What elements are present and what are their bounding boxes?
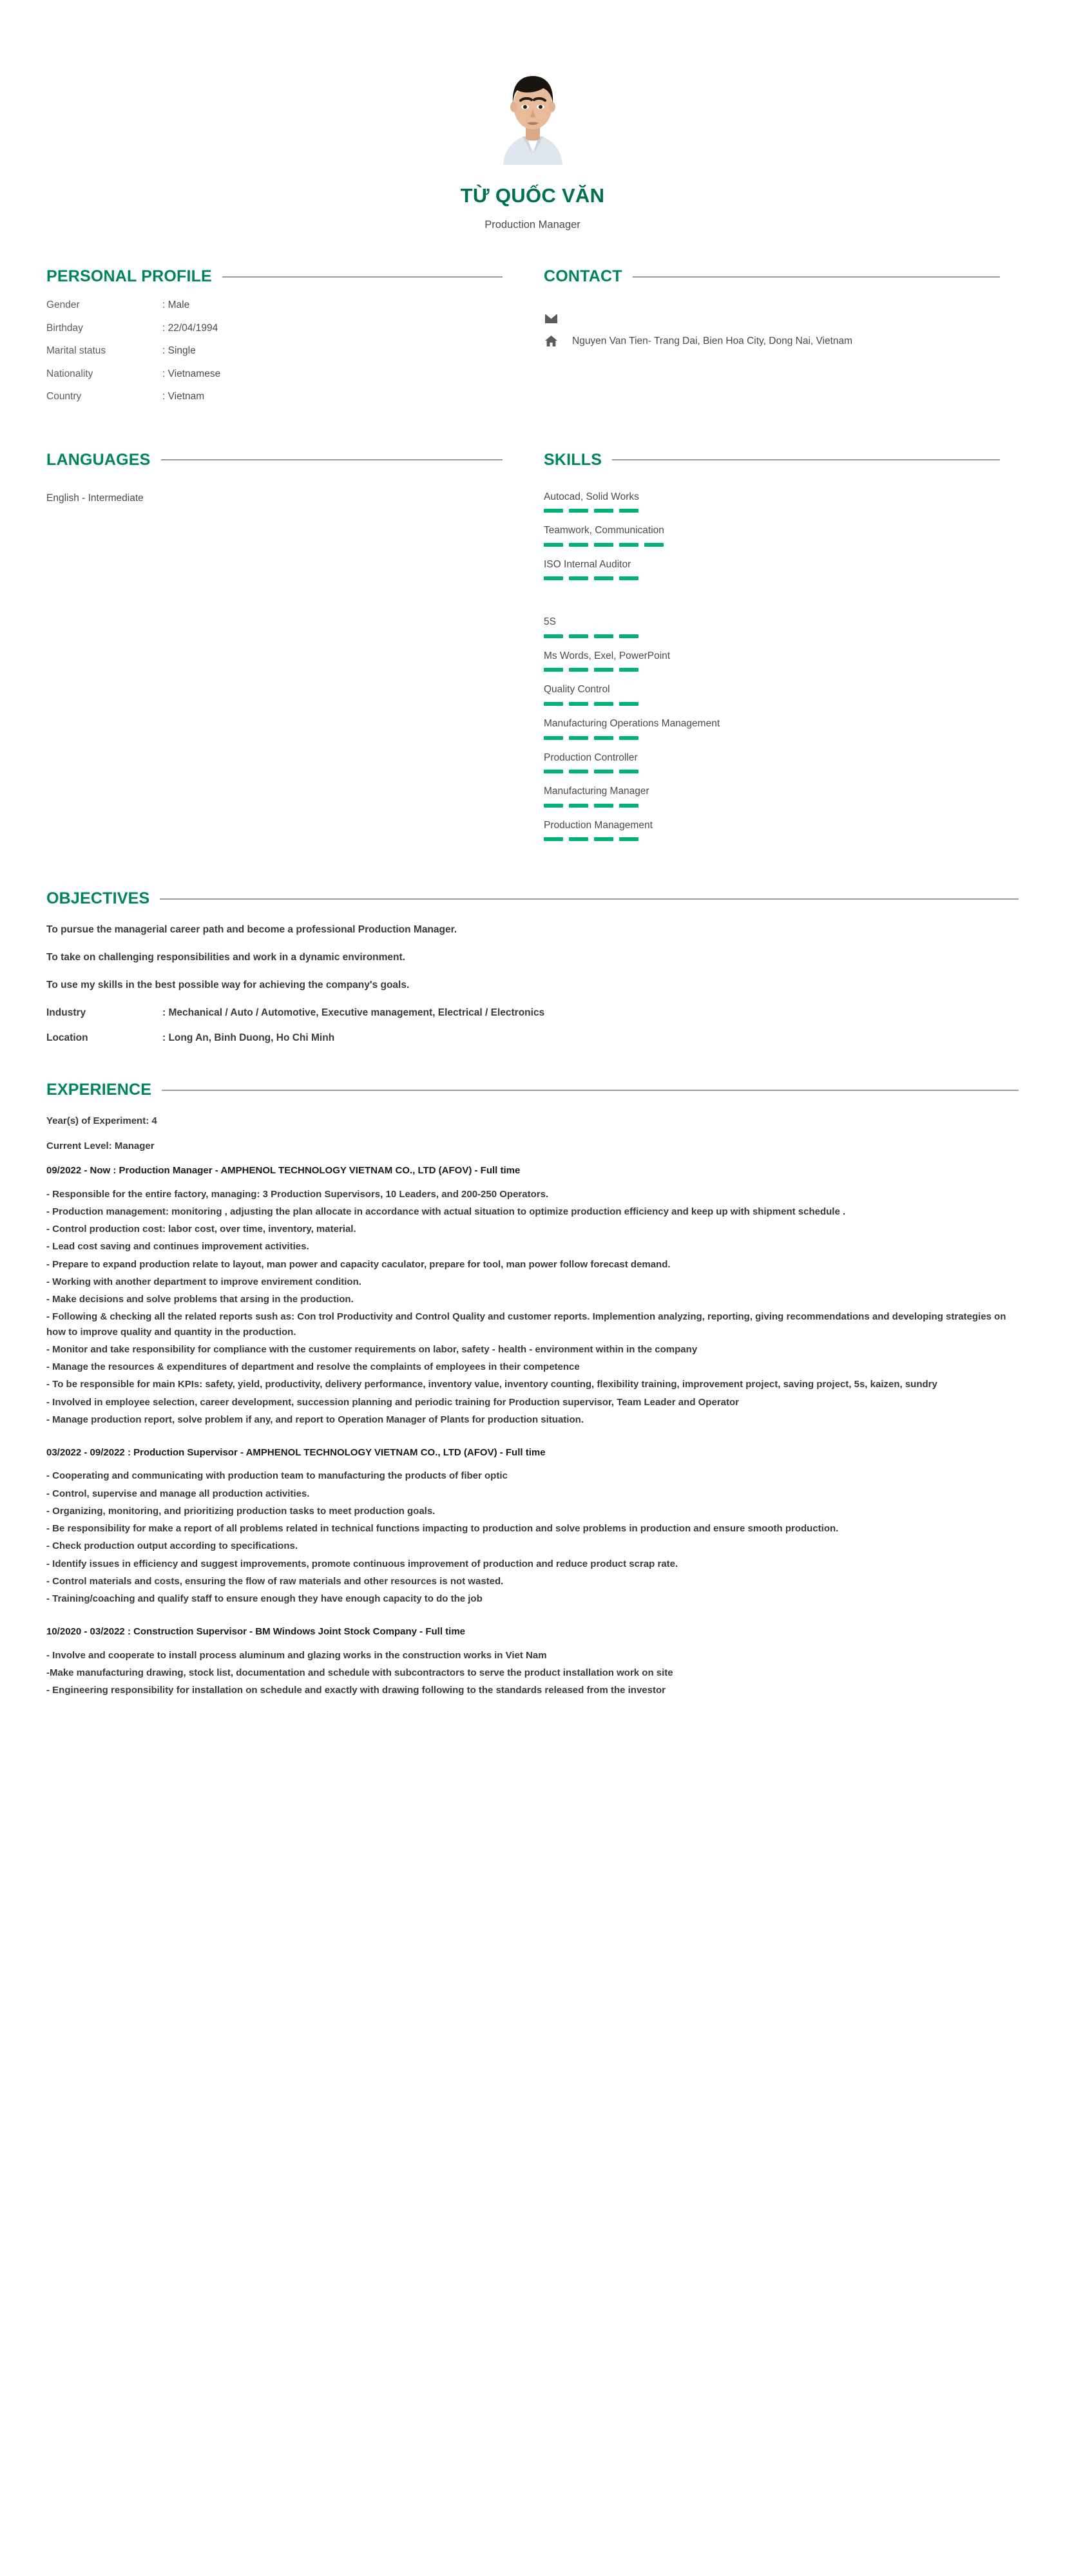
- skill-name: Autocad, Solid Works: [544, 491, 639, 502]
- experience-bullet: - Check production output according to specifications.: [46, 1540, 298, 1552]
- skill-rating-dash: [619, 804, 638, 808]
- section-title: SKILLS: [544, 450, 602, 469]
- experience-bullet: - Monitor and take responsibility for compliance with the customer requirements on labor, safety - health - environment within in the company: [46, 1343, 698, 1355]
- heading-divider: [162, 1090, 1019, 1091]
- profile-row: [46, 346, 503, 356]
- profile-value: : Single: [162, 345, 196, 356]
- years-of-experience: Year(s) of Experiment: 4: [46, 1115, 157, 1127]
- objective-line: To take on challenging responsibilities and work in a dynamic environment.: [46, 952, 405, 963]
- objective-line: To pursue the managerial career path and become a professional Production Manager.: [46, 924, 457, 936]
- experience-job: [46, 1164, 1019, 1427]
- experience-jobs-list: [46, 1164, 1019, 1698]
- experience-job: [46, 1625, 1019, 1698]
- skill-item: [544, 684, 1000, 706]
- contact-section: [544, 267, 1000, 415]
- profile-value: : Vietnam: [162, 391, 205, 402]
- skill-name: Ms Words, Exel, PowerPoint: [544, 650, 671, 661]
- skill-rating-dash: [544, 543, 563, 547]
- skill-rating-bar: [544, 668, 1000, 672]
- skill-item: [544, 592, 1000, 604]
- profile-row: [46, 300, 503, 310]
- skill-item: [544, 718, 1000, 740]
- profile-key: Birthday: [46, 322, 83, 334]
- skill-item: [544, 650, 1000, 672]
- objective-line: To use my skills in the best possible way for achieving the company's goals.: [46, 980, 410, 991]
- skill-rating-bar: [544, 543, 1000, 547]
- skill-rating-dash: [569, 509, 588, 513]
- heading-divider: [222, 276, 503, 278]
- languages-section: [46, 451, 503, 854]
- skill-name: Teamwork, Communication: [544, 525, 664, 536]
- section-title: OBJECTIVES: [46, 889, 150, 908]
- skill-name: Production Controller: [544, 752, 638, 763]
- profile-row: [46, 323, 503, 334]
- skill-item: [544, 820, 1000, 842]
- profile-row: [46, 392, 503, 402]
- skill-rating-dash: [569, 576, 588, 580]
- experience-job-title: 09/2022 - Now : Production Manager - AMPHENOL TECHNOLOGY VIETNAM CO., LTD (AFOV) - Full time: [46, 1165, 521, 1177]
- skill-rating-dash: [569, 770, 588, 773]
- experience-bullet: - Manage the resources & expenditures of department and resolve the complaints of employees in their competence: [46, 1361, 580, 1373]
- experience-job: [46, 1446, 1019, 1606]
- experience-bullet: - Responsible for the entire factory, managing: 3 Production Supervisors, 10 Leaders, and 200-250 Operators.: [46, 1188, 549, 1200]
- profile-row: [46, 369, 503, 379]
- skill-rating-bar: [544, 702, 1000, 706]
- skill-rating-bar: [544, 634, 1000, 638]
- profile-key: Marital status: [46, 345, 106, 356]
- profile-value: : 22/04/1994: [162, 322, 218, 334]
- skill-rating-dash: [569, 837, 588, 841]
- experience-summary: [46, 1115, 1019, 1152]
- job-title-subtitle: Production Manager: [485, 219, 580, 231]
- experience-bullet: - Identify issues in efficiency and suggest improvements, promote continuous improvement of production and reduce product scrap rate.: [46, 1558, 678, 1569]
- personal-profile-heading: [46, 267, 503, 286]
- profile-value: : Male: [162, 299, 190, 310]
- skills-section: [544, 451, 1000, 854]
- personal-profile-list: [46, 300, 503, 402]
- languages-list: [46, 493, 503, 504]
- skill-rating-dash: [544, 509, 563, 513]
- experience-bullet: - Prepare to expand production relate to layout, man power and capacity caculator, prepare for tool, man power follow forecast demand.: [46, 1258, 671, 1270]
- skill-rating-dash: [594, 736, 613, 740]
- skill-name: [544, 592, 1000, 604]
- profile-key: Nationality: [46, 368, 93, 379]
- skill-rating-dash: [569, 804, 588, 808]
- skill-name: Quality Control: [544, 684, 610, 696]
- skill-rating-dash: [619, 668, 638, 672]
- objectives-list: [46, 923, 1019, 992]
- skill-rating-dash: [619, 736, 638, 740]
- heading-divider: [612, 459, 1000, 460]
- skill-rating-dash: [594, 770, 613, 773]
- skill-rating-dash: [569, 702, 588, 706]
- skill-name: Manufacturing Operations Management: [544, 718, 720, 730]
- skill-rating-bar: [544, 576, 1000, 580]
- heading-divider: [160, 898, 1019, 900]
- skill-item: [544, 616, 1000, 638]
- skill-rating-dash: [544, 702, 563, 706]
- skill-rating-dash: [619, 837, 638, 841]
- skill-rating-dash: [594, 634, 613, 638]
- skill-rating-dash: [544, 770, 563, 773]
- skill-rating-dash: [544, 634, 563, 638]
- current-level: Current Level: Manager: [46, 1140, 155, 1151]
- experience-bullet: - Production management: monitoring , adjusting the plan allocate in accordance with actual situation to optimize production efficiency and keep up with shipment schedule .: [46, 1206, 846, 1217]
- experience-bullet: - Control materials and costs, ensuring the flow of raw materials and other resources is not wasted.: [46, 1575, 504, 1587]
- section-title: EXPERIENCE: [46, 1081, 152, 1099]
- meta-value: : Long An, Binh Duong, Ho Chi Minh: [162, 1032, 335, 1044]
- languages-heading: [46, 451, 503, 469]
- resume-header: [46, 0, 1019, 231]
- page-title: TỪ QUỐC VĂN: [460, 184, 605, 207]
- skill-rating-dash: [619, 702, 638, 706]
- skill-rating-dash: [594, 837, 613, 841]
- objectives-industry-row: [46, 1007, 1019, 1019]
- skill-item: [544, 786, 1000, 808]
- experience-bullet: -Make manufacturing drawing, stock list, documentation and schedule with subcontractors to serve the product installation work on site: [46, 1667, 673, 1678]
- language-item: English - Intermediate: [46, 492, 144, 504]
- contact-list: [544, 313, 1000, 348]
- meta-value: : Mechanical / Auto / Automotive, Executive management, Electrical / Electronics: [162, 1007, 545, 1019]
- heading-divider: [633, 276, 1000, 278]
- skill-rating-dash: [544, 576, 563, 580]
- skill-rating-dash: [594, 668, 613, 672]
- skill-item: [544, 525, 1000, 547]
- skill-rating-dash: [594, 576, 613, 580]
- skill-rating-dash: [544, 736, 563, 740]
- experience-bullet: - Control, supervise and manage all production activities.: [46, 1488, 310, 1499]
- skill-rating-dash: [594, 509, 613, 513]
- experience-job-title: 03/2022 - 09/2022 : Production Supervisor - AMPHENOL TECHNOLOGY VIETNAM CO., LTD (AFOV) - Full time: [46, 1447, 546, 1459]
- home-icon: [544, 334, 558, 346]
- skill-rating-dash: [594, 702, 613, 706]
- skill-item: [544, 752, 1000, 774]
- skill-rating-dash: [644, 543, 664, 547]
- skills-heading: [544, 451, 1000, 469]
- heading-divider: [161, 459, 503, 460]
- skill-rating-dash: [619, 509, 638, 513]
- experience-bullet: - To be responsible for main KPIs: safety, yield, productivity, delivery performance, inventory value, inventory counting, flexibility training, improvement project, saving project, 5s, kaizen, sundry: [46, 1379, 937, 1390]
- profile-value: : Vietnamese: [162, 368, 221, 379]
- skill-rating-dash: [619, 634, 638, 638]
- meta-key: Location: [46, 1032, 88, 1044]
- envelope-icon: [544, 313, 558, 323]
- contact-address-value: Nguyen Van Tien- Trang Dai, Bien Hoa City, Dong Nai, Vietnam: [572, 336, 853, 346]
- skill-rating-bar: [544, 837, 1000, 841]
- skill-rating-dash: [619, 543, 638, 547]
- skill-rating-bar: [544, 804, 1000, 808]
- experience-section: [46, 1081, 1019, 1698]
- experience-bullet: - Be responsibility for make a report of all problems related in technical functions impacting to production and solve problems in production and ensure smooth production.: [46, 1523, 839, 1535]
- personal-profile-section: [46, 267, 503, 415]
- skill-rating-dash: [544, 668, 563, 672]
- skill-rating-dash: [569, 736, 588, 740]
- skills-list: [544, 491, 1000, 842]
- experience-bullet: - Make decisions and solve problems that arsing in the production.: [46, 1294, 354, 1305]
- experience-bullet: - Organizing, monitoring, and prioritizing production tasks to meet production goals.: [46, 1505, 436, 1517]
- experience-bullet: - Manage production report, solve problem if any, and report to Operation Manager of Plants for production situation.: [46, 1414, 584, 1425]
- skill-rating-dash: [544, 837, 563, 841]
- skill-rating-dash: [569, 543, 588, 547]
- experience-bullet: - Engineering responsibility for installation on schedule and exactly with drawing following to the standards released from the investor: [46, 1685, 666, 1696]
- experience-heading: [46, 1081, 1019, 1099]
- avatar: [492, 57, 574, 165]
- skill-rating-dash: [569, 634, 588, 638]
- section-title: CONTACT: [544, 267, 622, 285]
- objectives-meta: [46, 1007, 1019, 1045]
- experience-job-title: 10/2020 - 03/2022 : Construction Supervisor - BM Windows Joint Stock Company - Full time: [46, 1626, 465, 1638]
- skill-name: Manufacturing Manager: [544, 786, 649, 797]
- skill-item: [544, 559, 1000, 581]
- contact-row-email: [544, 313, 1000, 323]
- skill-rating-dash: [619, 576, 638, 580]
- skill-name: 5S: [544, 616, 556, 628]
- skill-name: ISO Internal Auditor: [544, 558, 631, 570]
- objectives-location-row: [46, 1032, 1019, 1045]
- profile-key: Country: [46, 391, 82, 402]
- experience-bullet: - Training/coaching and qualify staff to ensure enough they have enough capacity to do the job: [46, 1593, 483, 1605]
- experience-bullet: - Involve and cooperate to install process aluminum and glazing works in the construction works in Viet Nam: [46, 1649, 547, 1661]
- row-languages-skills: [46, 451, 1019, 854]
- contact-row-address: [544, 334, 1000, 348]
- experience-bullet: - Working with another department to improve envirement condition.: [46, 1276, 361, 1287]
- objectives-heading: [46, 889, 1019, 908]
- skill-rating-bar: [544, 770, 1000, 773]
- skill-rating-bar: [544, 736, 1000, 740]
- skill-rating-bar: [544, 509, 1000, 513]
- row-profile-contact: [46, 267, 1019, 415]
- experience-bullet: - Cooperating and communicating with production team to manufacturing the products of fiber optic: [46, 1470, 508, 1482]
- section-title: PERSONAL PROFILE: [46, 267, 212, 285]
- section-title: LANGUAGES: [46, 450, 151, 469]
- experience-bullet: - Involved in employee selection, career development, succession planning and periodic training for Production supervisor, Team Leader and Operator: [46, 1396, 739, 1408]
- skill-rating-dash: [544, 804, 563, 808]
- experience-bullet: - Control production cost: labor cost, over time, inventory, material.: [46, 1224, 356, 1235]
- experience-bullet: - Lead cost saving and continues improvement activities.: [46, 1241, 309, 1253]
- objectives-section: [46, 889, 1019, 1045]
- skill-rating-dash: [594, 543, 613, 547]
- skill-rating-dash: [569, 668, 588, 672]
- skill-rating-dash: [594, 804, 613, 808]
- profile-key: Gender: [46, 299, 80, 310]
- meta-key: Industry: [46, 1007, 86, 1019]
- avatar-wrapper: [46, 57, 1019, 165]
- skill-item: [544, 491, 1000, 513]
- experience-bullet: - Following & checking all the related reports sush as: Con trol Productivity and Control Quality and customer reports. Implemention analyzing, reporting, giving recommendations and developing strategies on how to improve quality and quantity in the production.: [46, 1311, 1006, 1338]
- contact-heading: [544, 267, 1000, 286]
- skill-name: Production Management: [544, 819, 653, 831]
- skill-rating-dash: [619, 770, 638, 773]
